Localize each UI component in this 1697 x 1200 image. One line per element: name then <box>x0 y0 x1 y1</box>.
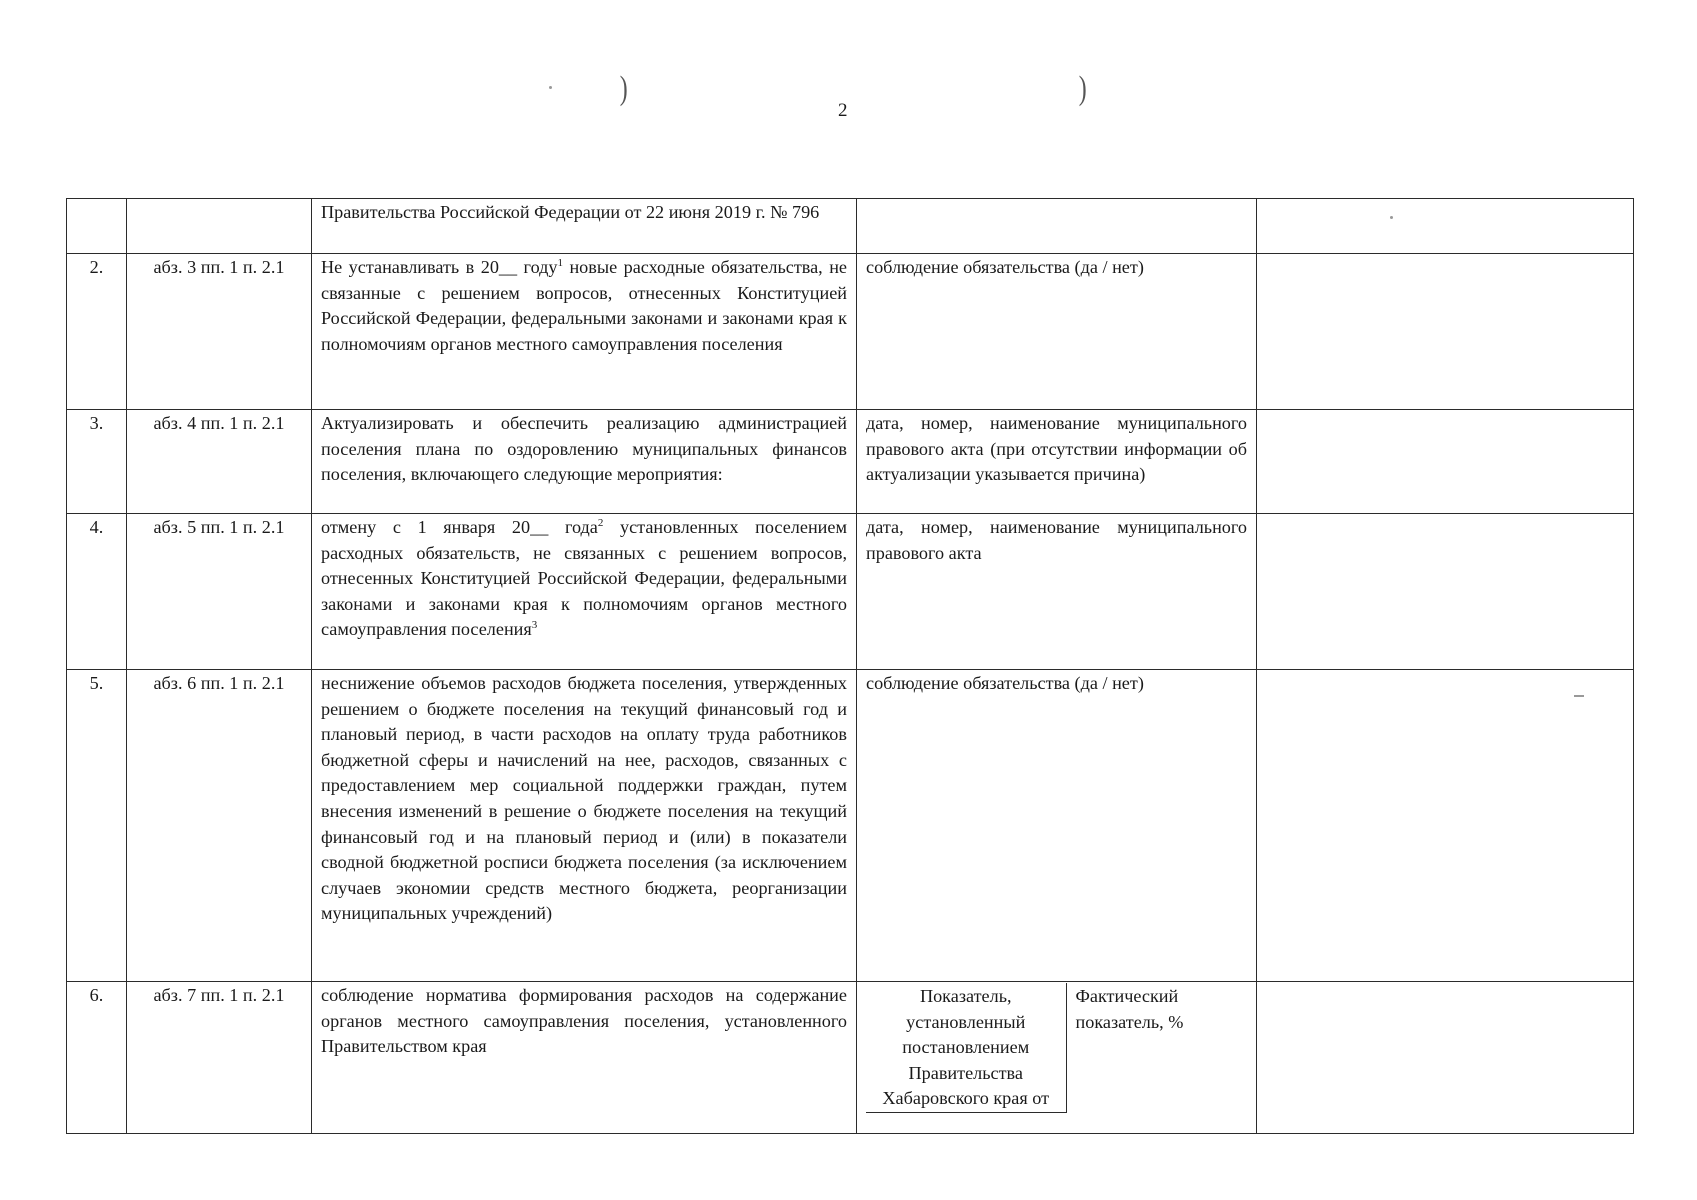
row-indicator: соблюдение обязательства (да / нет) <box>857 254 1257 410</box>
table-row <box>67 199 1634 254</box>
row-value <box>1257 410 1634 514</box>
page-number: 2 <box>838 100 848 121</box>
scan-dot <box>549 86 552 89</box>
row-indicator: соблюдение обязательства (да / нет) <box>857 670 1257 982</box>
row-number: 2. <box>67 254 127 410</box>
row-text: Правительства Российской Федерации от 22 июня 2019 г. № 796 <box>312 199 857 254</box>
table-row <box>67 982 1634 1134</box>
row-indicator-split <box>857 982 1257 1134</box>
row-value <box>1257 514 1634 670</box>
row-value <box>1257 982 1634 1134</box>
footnote-mark: 2 <box>597 517 604 529</box>
scan-bracket-mark: ) <box>619 70 628 107</box>
row-value <box>1257 199 1634 254</box>
row-indicator: дата, номер, наименование муниципального правового акта <box>857 514 1257 670</box>
row-number: 3. <box>67 410 127 514</box>
row-value <box>1257 670 1634 982</box>
row-indicator: дата, номер, наименование муниципального правового акта (при отсутствии информации об актуализации указывается причина) <box>857 410 1257 514</box>
row-reference: абз. 4 пп. 1 п. 2.1 <box>127 410 312 514</box>
row-text: Не устанавливать в 20__ году$^1$ новые расходные обязательства, не связанные с решением вопросов, отнесенных Конституцией Российской Федерации, федеральными законами и законами края к полномочиям органов местного самоуправления поселения <box>312 254 857 410</box>
row-value <box>1257 254 1634 410</box>
row-number: 6. <box>67 982 127 1134</box>
row-reference: абз. 5 пп. 1 п. 2.1 <box>127 514 312 670</box>
row-number: 4. <box>67 514 127 670</box>
footnote-mark: 3 <box>531 619 538 632</box>
table-row <box>67 410 1634 514</box>
row-text: Актуализировать и обеспечить реализацию администрацией поселения плана по оздоровлению муниципальных финансов поселения, включающего следующие мероприятия: <box>312 410 857 514</box>
indicator-actual: Фактический показатель, % <box>1075 986 1184 1032</box>
scan-bracket-mark: ) <box>1078 70 1087 107</box>
table-row <box>67 254 1634 410</box>
row-text: неснижение объемов расходов бюджета поселения, утвержденных решением о бюджете поселения на текущий финансовый год и плановый период, в части расходов на оплату труда работников бюджетной сферы и начислений на нее, расходов, связанных с предоставлением мер социальной поддержки граждан, путем внесения изменений в решение о бюджете поселения на текущий финансовый год и на плановый период и (или) в показатели сводной бюджетной росписи бюджета поселения (за исключением случаев экономии средств местного бюджета, реорганизации муниципальных учреждений) <box>312 670 857 982</box>
footnote-mark: 1 <box>557 257 563 269</box>
row-number: 5. <box>67 670 127 982</box>
table-row <box>67 670 1634 982</box>
row-number <box>67 199 127 254</box>
indicator-subtable <box>866 983 1266 1113</box>
row-text: отмену с 1 января 20__ года$^2$ установленных поселением расходных обязательств, не связанных с решением вопросов, отнесенных Конституцией Российской Федерации, федеральными законами и законами края к полномочиям органов местного самоуправления поселения$^3$ <box>312 514 857 670</box>
indicator-established: Показатель, установленный постановлением Правительства Хабаровского края от <box>866 983 1066 1112</box>
row-reference: абз. 7 пп. 1 п. 2.1 <box>127 982 312 1134</box>
row-reference <box>127 199 312 254</box>
row-indicator <box>857 199 1257 254</box>
table-row <box>67 514 1634 670</box>
commitments-table <box>66 198 1634 1134</box>
row-reference: абз. 3 пп. 1 п. 2.1 <box>127 254 312 410</box>
row-reference: абз. 6 пп. 1 п. 2.1 <box>127 670 312 982</box>
row-text: соблюдение норматива формирования расходов на содержание органов местного самоуправления поселения, установленного Правительством края <box>312 982 857 1134</box>
